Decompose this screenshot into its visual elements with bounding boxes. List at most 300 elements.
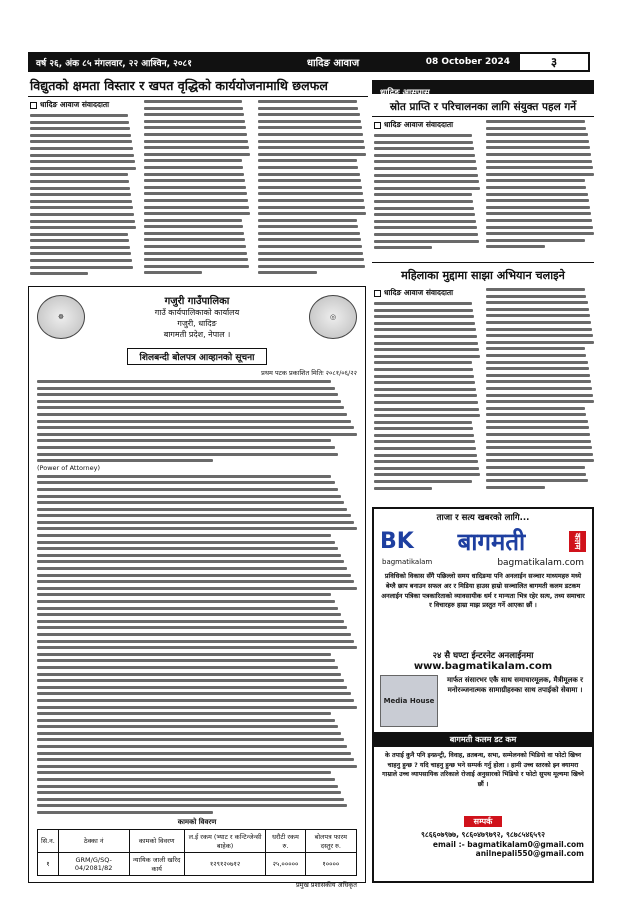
text-line	[37, 778, 335, 781]
text-line	[486, 160, 592, 163]
text-line	[258, 225, 358, 228]
text-line	[258, 265, 365, 268]
text-line	[486, 387, 592, 390]
table-cell: GRM/G/SQ-04/2081/82	[58, 852, 129, 875]
text-line	[144, 120, 245, 123]
text-line	[486, 394, 593, 397]
text-line	[37, 620, 344, 623]
text-line	[486, 407, 585, 410]
text-line	[37, 640, 354, 643]
text-line	[37, 567, 347, 570]
text-line	[486, 486, 545, 489]
table-cell: न्यायिक जाली खरिद कार्य	[129, 852, 184, 875]
text-line	[37, 475, 331, 478]
text-line	[374, 240, 479, 243]
works-table	[37, 829, 357, 876]
text-line	[486, 153, 591, 156]
text-line	[374, 328, 476, 331]
text-line	[486, 239, 585, 242]
text-line	[30, 206, 133, 209]
text-line	[374, 309, 473, 312]
text-line	[37, 541, 335, 544]
text-line	[486, 206, 590, 209]
text-line	[486, 354, 586, 357]
text-line	[37, 554, 341, 557]
text-line	[486, 120, 585, 123]
ad-side-tag: कलम	[569, 531, 586, 551]
text-line	[144, 166, 243, 169]
text-line	[258, 140, 364, 143]
table-header-cell: बोलपत्र फारम दस्तुर रु.	[305, 829, 356, 852]
text-line	[37, 719, 335, 722]
text-line	[374, 440, 475, 443]
lead-column-1	[30, 100, 136, 279]
text-line	[486, 400, 594, 403]
text-line	[37, 758, 354, 761]
text-line	[37, 380, 331, 383]
byline-icon	[374, 122, 381, 129]
masthead-title: धादिङ आवाज	[306, 58, 360, 69]
story1-headline: स्रोत प्राप्ति र परिचालनका लागि संयुक्त पहल गर्ने	[389, 101, 577, 113]
text-line	[37, 653, 331, 656]
text-line	[258, 173, 360, 176]
text-line	[37, 420, 351, 423]
text-line	[144, 265, 249, 268]
text-line	[374, 487, 432, 490]
text-line	[486, 473, 586, 476]
text-line	[374, 342, 478, 345]
text-line	[30, 233, 128, 236]
text-line	[30, 173, 128, 176]
text-line	[37, 580, 354, 583]
text-line	[374, 187, 480, 190]
text-line	[37, 745, 347, 748]
text-line	[486, 453, 593, 456]
text-line	[30, 200, 132, 203]
text-line	[374, 174, 478, 177]
text-line	[37, 527, 357, 530]
text-line	[486, 166, 593, 169]
text-line	[258, 166, 358, 169]
text-line	[486, 295, 586, 298]
text-line	[144, 212, 250, 215]
text-line	[30, 246, 130, 249]
text-line	[144, 186, 246, 189]
text-line	[258, 146, 365, 149]
text-line	[37, 459, 213, 462]
text-line	[37, 488, 338, 491]
text-line	[374, 361, 472, 364]
text-line	[37, 798, 344, 801]
text-line	[258, 219, 357, 222]
ad-cta: बागमती कलम डट कम	[374, 732, 592, 747]
text-line	[374, 213, 475, 216]
text-line	[486, 466, 585, 469]
story2-headline: महिलाका मुद्दामा साझा अभियान चलाइने	[401, 269, 565, 282]
text-line	[37, 785, 338, 788]
text-line	[37, 393, 338, 396]
text-line	[374, 200, 473, 203]
text-line	[30, 134, 131, 137]
published-date: प्रथम पटक प्रकाशित मितिः २०८१/०६/२२	[261, 369, 357, 377]
text-line	[374, 473, 480, 476]
text-line	[144, 199, 248, 202]
text-line	[486, 219, 592, 222]
notice-signatory: प्रमुख प्रशासकीय अधिकृत	[295, 880, 357, 889]
text-line	[144, 100, 242, 103]
text-line	[30, 121, 129, 124]
section-label: धादिङ आसपास	[380, 88, 430, 98]
text-line	[37, 686, 347, 689]
text-line	[144, 173, 244, 176]
text-line	[30, 266, 133, 269]
table-row	[38, 852, 357, 875]
text-line	[374, 454, 477, 457]
text-line	[37, 481, 335, 484]
text-line	[258, 271, 317, 274]
text-line	[374, 467, 479, 470]
text-line	[374, 388, 476, 391]
text-line	[258, 153, 366, 156]
text-line	[144, 258, 248, 261]
text-line	[374, 434, 474, 437]
ad-site-1: bagmatikalam	[382, 558, 433, 566]
text-line	[37, 534, 331, 537]
text-line	[486, 361, 588, 364]
text-line	[258, 212, 366, 215]
text-line	[258, 133, 363, 136]
power-of-attorney: (Power of Attorney)	[37, 463, 101, 472]
table-header-cell: कामको विवरण	[129, 829, 184, 852]
text-line	[374, 381, 475, 384]
lead-column-3	[258, 100, 366, 278]
text-line	[30, 272, 88, 275]
office-place: गजुरी, धादिङ	[177, 319, 217, 328]
story1-byline: धादिङ आवाज संवाददाता	[374, 120, 480, 130]
text-line	[144, 271, 202, 274]
text-line	[258, 199, 364, 202]
text-line	[144, 252, 247, 255]
table-caption: कामको विवरण	[177, 817, 217, 826]
text-line	[486, 140, 589, 143]
issue-date: 08 October 2024	[425, 57, 510, 67]
notice-title: शिलबन्दी बोलपत्र आव्हानको सूचना	[127, 348, 268, 365]
text-line	[486, 328, 592, 331]
ad-brand: बागमती	[457, 528, 526, 556]
text-line	[30, 239, 129, 242]
text-line	[37, 574, 351, 577]
table-header-cell: धरौटी रकम रु.	[266, 829, 305, 852]
text-line	[37, 692, 351, 695]
text-line	[37, 413, 347, 416]
media-house-logo: Media House	[380, 675, 438, 727]
text-line	[374, 427, 473, 430]
text-line	[144, 146, 249, 149]
ad-email-2: anilnepali550@gmail.com	[475, 849, 584, 858]
byline-icon	[374, 290, 381, 297]
office-name: गजुरी गाउँपालिका	[164, 296, 230, 307]
text-line	[30, 220, 135, 223]
ad-tagline: ताजा र सत्य खबरको लागि...	[436, 513, 530, 523]
text-line	[374, 322, 475, 325]
ad-site-2: bagmatikalam.com	[497, 558, 584, 568]
text-line	[486, 321, 591, 324]
text-line	[486, 127, 586, 130]
text-line	[486, 367, 589, 370]
text-line	[144, 113, 244, 116]
text-line	[374, 368, 473, 371]
text-line	[374, 355, 480, 358]
page-number: ३	[518, 52, 590, 72]
text-line	[374, 193, 472, 196]
text-line	[258, 252, 363, 255]
text-line	[258, 113, 360, 116]
text-line	[144, 159, 242, 162]
text-line	[486, 479, 588, 482]
text-line	[37, 771, 331, 774]
text-line	[37, 752, 351, 755]
text-line	[374, 480, 472, 483]
nepal-emblem-icon: ☸	[37, 295, 85, 339]
text-line	[37, 560, 344, 563]
text-line	[258, 100, 357, 103]
text-line	[30, 259, 132, 262]
text-line	[374, 134, 472, 137]
text-line	[258, 232, 360, 235]
text-line	[37, 521, 354, 524]
office-province: बागमती प्रदेश, नेपाल ।	[163, 330, 231, 339]
text-line	[374, 220, 476, 223]
text-line	[374, 154, 475, 157]
text-line	[37, 547, 338, 550]
text-line	[374, 460, 478, 463]
lead-column-2	[144, 100, 250, 278]
text-line	[374, 233, 478, 236]
text-line	[258, 245, 362, 248]
text-line	[486, 420, 588, 423]
ad-contact-label: सम्पर्क	[464, 816, 503, 827]
text-line	[37, 495, 341, 498]
text-line	[486, 226, 593, 229]
text-line	[37, 587, 357, 590]
text-line	[37, 387, 335, 390]
text-line	[37, 400, 341, 403]
text-line	[486, 426, 589, 429]
text-line	[374, 408, 479, 411]
text-line	[144, 225, 243, 228]
text-line	[144, 192, 247, 195]
text-line	[374, 302, 472, 305]
notice-body-1	[37, 380, 357, 462]
text-line	[486, 288, 585, 291]
text-line	[37, 646, 357, 649]
text-line	[37, 738, 344, 741]
story1-column-1	[374, 120, 480, 253]
text-line	[144, 245, 246, 248]
text-line	[37, 811, 213, 814]
text-line	[258, 126, 362, 129]
text-line	[30, 193, 131, 196]
text-line	[374, 147, 474, 150]
text-line	[486, 133, 588, 136]
text-line	[37, 666, 338, 669]
text-line	[37, 725, 338, 728]
story2-column-1	[374, 288, 480, 493]
text-line	[30, 114, 128, 117]
ad-cta-body: के तपाई कुनै पनि इन्फ्रन्ट्री, विवाह, व्रतबन्ध, सभा, सम्मेलनको भिडियो वा फोटो खिच्न चाहनु हुन्छ ? यदि चाहनु हुन्छ भने सम्पर्क गर्नु होला । हामी उच्च स्तरको झ्न क्यामरा गाम्राले उच्च व्यापसायिक तरिकाले रोजाई अनुसारको भिडियो र फोटो सुपथ मूल्यमा खिच्ने छौं ।	[382, 752, 584, 788]
text-line	[486, 146, 590, 149]
text-line	[374, 207, 474, 210]
text-line	[486, 232, 594, 235]
text-line	[144, 238, 245, 241]
text-line	[486, 308, 589, 311]
table-cell: १	[38, 852, 59, 875]
story2-column-2	[486, 288, 594, 492]
text-line	[37, 600, 335, 603]
text-line	[486, 186, 586, 189]
text-line	[374, 414, 480, 417]
lead-headline: विद्युतको क्षमता विस्तार र खपत वृद्धिको कार्ययोजनामाथि छलफल	[30, 78, 328, 93]
page-header-bar	[28, 52, 590, 72]
table-cell: १००००	[305, 852, 356, 875]
text-line	[30, 140, 132, 143]
byline-icon	[30, 102, 37, 109]
text-line	[37, 593, 331, 596]
text-line	[37, 501, 344, 504]
issue-info: वर्ष २६, अंक ८५ मंगलवार, २२ आश्विन, २०८१	[36, 58, 192, 69]
text-line	[30, 127, 130, 130]
section-label-bar	[372, 80, 594, 98]
text-line	[374, 160, 476, 163]
text-line	[374, 375, 474, 378]
text-line	[258, 238, 361, 241]
text-line	[486, 173, 594, 176]
text-line	[486, 446, 592, 449]
text-line	[374, 246, 432, 249]
text-line	[30, 226, 136, 229]
lead-byline: धादिङ आवाज संवाददाता	[30, 100, 136, 110]
text-line	[258, 107, 358, 110]
ad-phones: ९८६६०७९७७, ९८६०४७९७९२, ९८७८५४६५९२	[420, 830, 546, 839]
text-line	[37, 791, 341, 794]
text-line	[30, 180, 129, 183]
bagmati-kalam-ad	[372, 507, 594, 883]
ad-brand-mark: BK	[380, 529, 414, 554]
text-line	[37, 712, 331, 715]
table-header-cell: ठेक्का नं	[58, 829, 129, 852]
text-line	[486, 193, 588, 196]
text-line	[258, 258, 364, 261]
text-line	[486, 199, 589, 202]
text-line	[374, 315, 474, 318]
text-line	[37, 433, 357, 436]
text-line	[486, 440, 591, 443]
text-line	[30, 160, 135, 163]
text-line	[374, 348, 479, 351]
text-line	[486, 334, 593, 337]
text-line	[486, 179, 585, 182]
text-line	[258, 186, 362, 189]
text-line	[37, 804, 347, 807]
text-line	[144, 107, 243, 110]
table-header-cell: सि.न.	[38, 829, 59, 852]
table-cell: १२९१२०७१२	[184, 852, 265, 875]
text-line	[37, 446, 335, 449]
text-line	[486, 433, 590, 436]
text-line	[144, 232, 244, 235]
text-line	[37, 699, 354, 702]
text-line	[486, 380, 591, 383]
text-line	[258, 192, 363, 195]
text-line	[37, 732, 341, 735]
text-line	[30, 167, 136, 170]
text-line	[37, 613, 341, 616]
text-line	[37, 607, 338, 610]
text-line	[374, 167, 477, 170]
text-line	[37, 508, 347, 511]
text-line	[30, 187, 130, 190]
text-line	[144, 219, 242, 222]
municipality-logo-icon: ◎	[309, 295, 357, 339]
text-line	[374, 335, 477, 338]
text-line	[486, 245, 545, 248]
text-line	[37, 765, 357, 768]
ad-email-1: email :- bagmatikalam0@gmail.com	[432, 840, 584, 849]
text-line	[486, 413, 586, 416]
text-line	[486, 341, 594, 344]
text-line	[37, 426, 354, 429]
text-line	[374, 226, 477, 229]
text-line	[374, 447, 476, 450]
table-header-cell: ल.ई रकम (भ्याट र कन्टिन्जेन्सी बाहेक)	[184, 829, 265, 852]
text-line	[30, 154, 134, 157]
text-line	[374, 401, 478, 404]
text-line	[374, 141, 473, 144]
text-line	[486, 374, 590, 377]
text-line	[144, 179, 245, 182]
text-line	[37, 659, 335, 662]
text-line	[37, 706, 357, 709]
text-line	[258, 206, 365, 209]
text-line	[30, 147, 133, 150]
story1-column-2	[486, 120, 594, 252]
text-line	[486, 212, 591, 215]
text-line	[258, 179, 361, 182]
text-line	[374, 180, 479, 183]
text-line	[486, 459, 594, 462]
tender-notice	[28, 286, 366, 889]
text-line	[486, 301, 588, 304]
text-line	[144, 133, 247, 136]
text-line	[37, 626, 347, 629]
text-line	[144, 140, 248, 143]
text-line	[37, 633, 351, 636]
text-line	[37, 406, 344, 409]
text-line	[30, 252, 131, 255]
text-line	[37, 453, 338, 456]
office-sub: गाउँ कार्यपालिकाको कार्यालय	[154, 308, 240, 317]
text-line	[258, 120, 361, 123]
text-line	[374, 421, 472, 424]
text-line	[144, 126, 246, 129]
text-line	[37, 673, 341, 676]
story2-byline: धादिङ आवाज संवाददाता	[374, 288, 480, 298]
ad-description: प्रविधिको विकास सँगै पछिल्लो समय धादिङमा पनि अनलाईन सञ्चार माध्यमहरु मध्ये बेग्लै छाप बनाउन सफल अर र मिडिया हाउस हाम्रो सञ्चालित बागमती कलम डटकम अनलाईन पत्रिका पत्रकारिताको व्यावसायीक धर्म र मान्यता भित्र रहेर सत्य, तथ्य समाचार र विचारहरु हाम्रा माझ प्रस्तुत गर्ने आएका छौं ।	[381, 572, 585, 610]
ad-hours: २४ सै घण्टा ईन्टरनेट अनलाईनमा	[432, 651, 534, 661]
text-line	[30, 213, 134, 216]
text-line	[37, 439, 331, 442]
text-line	[486, 347, 585, 350]
